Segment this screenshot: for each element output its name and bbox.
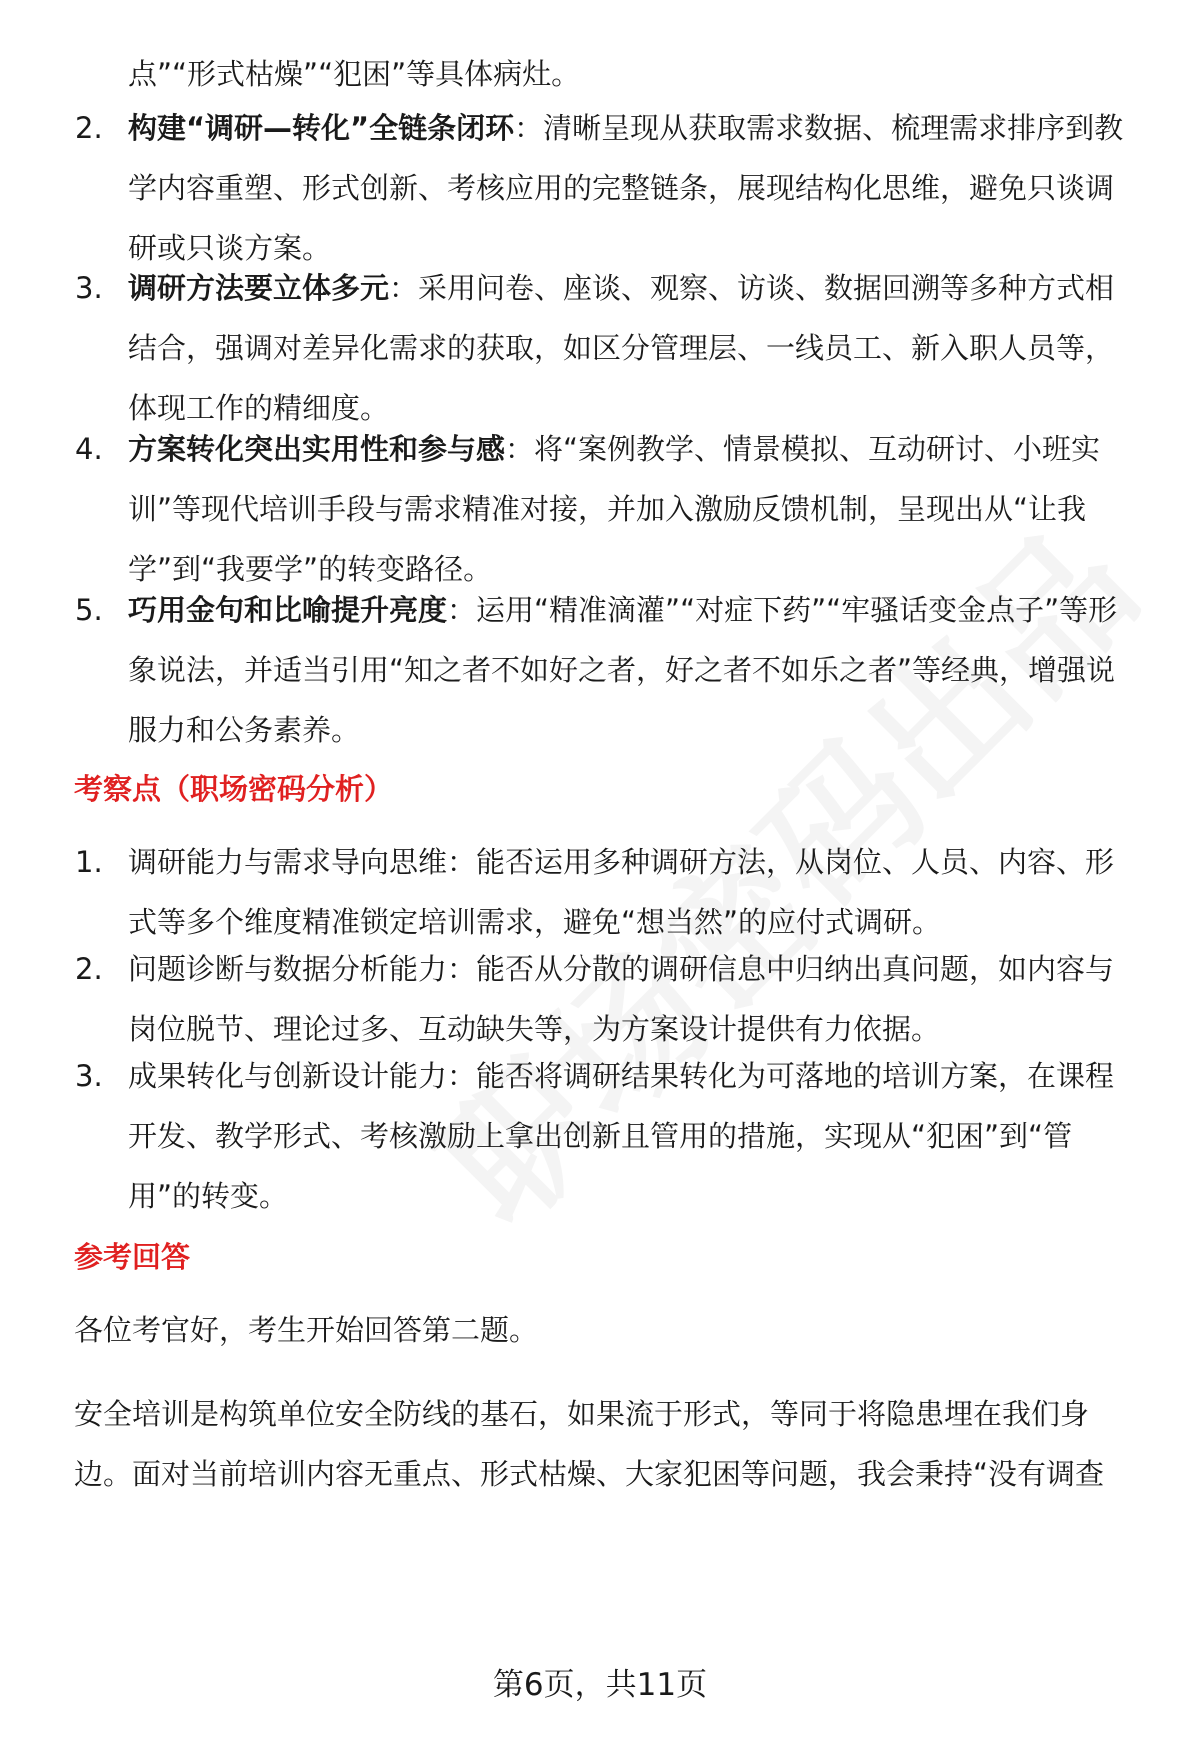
answer-paragraph-1: 各位考官好，考生开始回答第二题。 — [74, 1313, 539, 1347]
tip-heading: 巧用金句和比喻提升亮度 — [128, 593, 448, 627]
carryover-line: 点”“形式枯燥”“犯困”等具体病灶。 — [128, 57, 581, 91]
tip-body — [128, 580, 1140, 760]
tip-text: ：运用“精准滴灌”“对症下药”“牢骚话变金点子”等形象说法，并适当引用“知之者不如好之者，好之者不如乐之者”等经典，增强说服力和公务素养。 — [128, 593, 1118, 747]
point-number: 1. — [75, 845, 103, 879]
tip-number: 5. — [75, 593, 103, 627]
tip-body — [128, 258, 1140, 438]
point-text: 问题诊断与数据分析能力：能否从分散的调研信息中归纳出真问题，如内容与岗位脱节、理论过多、互动缺失等，为方案设计提供有力依据。 — [128, 952, 1115, 1046]
tip-number: 2. — [75, 111, 103, 145]
point-text: 成果转化与创新设计能力：能否将调研结果转化为可落地的培训方案，在课程开发、教学形式、考核激励上拿出创新且管用的措施，实现从“犯困”到“管用”的转变。 — [128, 1059, 1115, 1213]
section-title-exam-points: 考察点（职场密码分析） — [74, 772, 394, 806]
page-footer: 第6页，共11页 — [492, 1667, 708, 1703]
tip-text: ：采用问卷、座谈、观察、访谈、数据回溯等多种方式相结合，强调对差异化需求的获取，如区分管理层、一线员工、新入职人员等，体现工作的精细度。 — [128, 271, 1115, 425]
section-title-reference-answer: 参考回答 — [74, 1240, 191, 1274]
tip-body — [128, 98, 1140, 278]
point-number: 2. — [75, 952, 103, 986]
point-text: 调研能力与需求导向思维：能否运用多种调研方法，从岗位、人员、内容、形式等多个维度精准锁定培训需求，避免“想当然”的应付式调研。 — [128, 845, 1115, 939]
answer-paragraph-2: 安全培训是构筑单位安全防线的基石，如果流于形式，等同于将隐患埋在我们身边。面对当前培训内容无重点、形式枯燥、大家犯困等问题，我会秉持“没有调查 — [74, 1397, 1105, 1491]
tip-text: ：清晰呈现从获取需求数据、梳理需求排序到教学内容重塑、形式创新、考核应用的完整链条，展现结构化思维，避免只谈调研或只谈方案。 — [128, 111, 1124, 265]
point-number: 3. — [75, 1059, 103, 1093]
tip-heading: 调研方法要立体多元 — [128, 271, 390, 305]
tip-number: 3. — [75, 271, 103, 305]
tip-text: ：将“案例教学、情景模拟、互动研讨、小班实训”等现代培训手段与需求精准对接，并加入激励反馈机制，呈现出从“让我学”到“我要学”的转变路径。 — [128, 432, 1101, 586]
tip-body — [128, 419, 1140, 599]
tip-heading: 方案转化突出实用性和参与感 — [128, 432, 506, 466]
tip-number: 4. — [75, 432, 103, 466]
tip-heading: 构建“调研—转化”全链条闭环 — [128, 111, 515, 145]
